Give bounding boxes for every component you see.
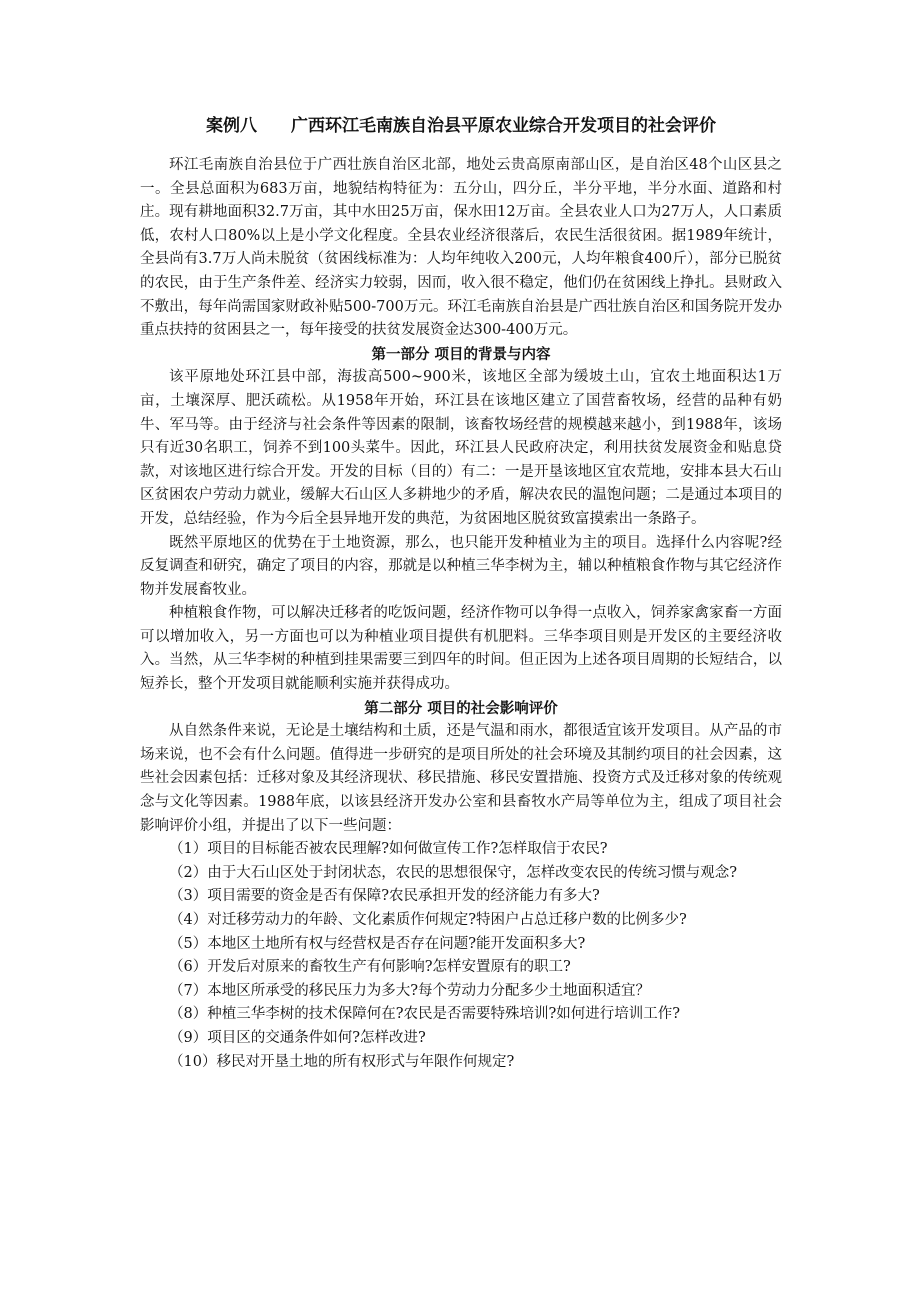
- part1-heading: 第一部分 项目的背景与内容: [371, 345, 551, 363]
- question-item: （5）本地区土地所有权与经营权是否存在问题?能开发面积多大?: [169, 935, 586, 952]
- question-item: （8）种植三华李树的技术保障何在?农民是否需要特殊培训?如何进行培训工作?: [169, 1006, 681, 1023]
- question-item: （10）移民对开垦土地的所有权形式与年限作何规定?: [169, 1053, 515, 1070]
- document-title: 案例八 广西环江毛南族自治县平原农业综合开发项目的社会评价: [206, 116, 716, 136]
- question-item: （7）本地区所承受的移民压力为多大?每个劳动力分配多少土地面积适宜？: [169, 982, 650, 999]
- question-item: （6）开发后对原来的畜牧生产有何影响?怎样安置原有的职工?: [169, 959, 571, 976]
- question-item: （3）项目需要的资金是否有保障?农民承担开发的经济能力有多大?: [169, 888, 600, 905]
- part2-paragraph: 从自然条件来说，无论是土壤结构和土质，还是气温和雨水，都很适宜该开发项目。从产品的市场来说，也不会有什么问题。值得进一步研究的是项目所处的社会环境及其制约项目的社会因素，这些社会因素包括：迁移对象及其经济现状、移民措施、移民安置措施、投资方式及迁移对象的传统观念与文化等因素。1988年底，以该县经济开发办公室和县畜牧水产局等单位为主，组成了项目社会影响评价小组，并提出了以下一些问题：: [140, 723, 782, 834]
- question-item: （2）由于大石山区处于封闭状态，农民的思想很保守，怎样改变农民的传统习惯与观念?: [169, 864, 737, 881]
- intro-paragraph: 环江毛南族自治县位于广西壮族自治区北部，地处云贵高原南部山区，是自治区48个山区县之一。全县总面积为683万亩，地貌结构特征为：五分山，四分丘，半分平地，半分水面、道路和村庄。现有耕地面积32.7万亩，其中水田25万亩，保水田12万亩。全县农业人口为27万人，人口素质低，农村人口80%以上是小学文化程度。全县农业经济很落后，农民生活很贫困。据1989年统计，全县尚有3.7万人尚未脱贫（贫困线标准为：人均年纯收入200元，人均年粮食400斤），部分已脱贫的农民，由于生产条件差、经济实力较弱，因而，收入很不稳定，他们仍在贫困线上挣扎。县财政入不敷出，每年尚需国家财政补贴500-700万元。环江毛南族自治县是广西壮族自治区和国务院开发办重点扶持的贫困县之一，每年接受的扶贫发展资金达300-400万元。: [140, 157, 782, 339]
- question-item: （1）项目的目标能否被农民理解?如何做宣传工作?怎样取信于农民?: [169, 841, 608, 858]
- question-list: [140, 838, 782, 1074]
- part1-paragraph-1: 该平原地处环江县中部，海拔高500~900米，该地区全部为缓坡土山，宜农土地面积达1万亩，土壤深厚、肥沃疏松。从1958年开始，环江县在该地区建立了国营畜牧场，经营的品种有奶牛、军马等。由于经济与社会条件等因素的限制，该畜牧场经营的规模越来越小，到1988年，该场只有近30名职工，饲养不到100头菜牛。因此，环江县人民政府决定，利用扶贫发展资金和贴息贷款，对该地区进行综合开发。开发的目标（目的）有二：一是开垦该地区宜农荒地，安排本县大石山区贫困农户劳动力就业，缓解大石山区人多耕地少的矛盾，解决农民的温饱问题；二是通过本项目的开发，总结经验，作为今后全县异地开发的典范，为贫困地区脱贫致富摸索出一条路子。: [140, 369, 782, 527]
- document-page: [140, 108, 782, 1074]
- part1-paragraph-3: 种植粮食作物，可以解决迁移者的吃饭问题，经济作物可以争得一点收入，饲养家禽家畜一方面可以增加收入，另一方面也可以为种植业项目提供有机肥料。三华李项目则是开发区的主要经济收入。当然，从三华李树的种植到挂果需要三到四年的时间。但正因为上述各项目周期的长短结合，以短养长，整个开发项目就能顺利实施并获得成功。: [140, 605, 782, 693]
- question-item: （9）项目区的交通条件如何?怎样改进?: [169, 1029, 426, 1046]
- part1-paragraph-2: 既然平原地区的优势在于土地资源，那么，也只能开发种植业为主的项目。选择什么内容呢?经反复调查和研究，确定了项目的内容，那就是以种植三华李树为主，辅以种植粮食作物与其它经济作物并发展畜牧业。: [140, 534, 782, 598]
- question-item: （4）对迁移劳动力的年龄、文化素质作何规定?特困户占总迁移户数的比例多少?: [169, 912, 687, 928]
- part2-heading: 第二部分 项目的社会影响评价: [364, 699, 558, 717]
